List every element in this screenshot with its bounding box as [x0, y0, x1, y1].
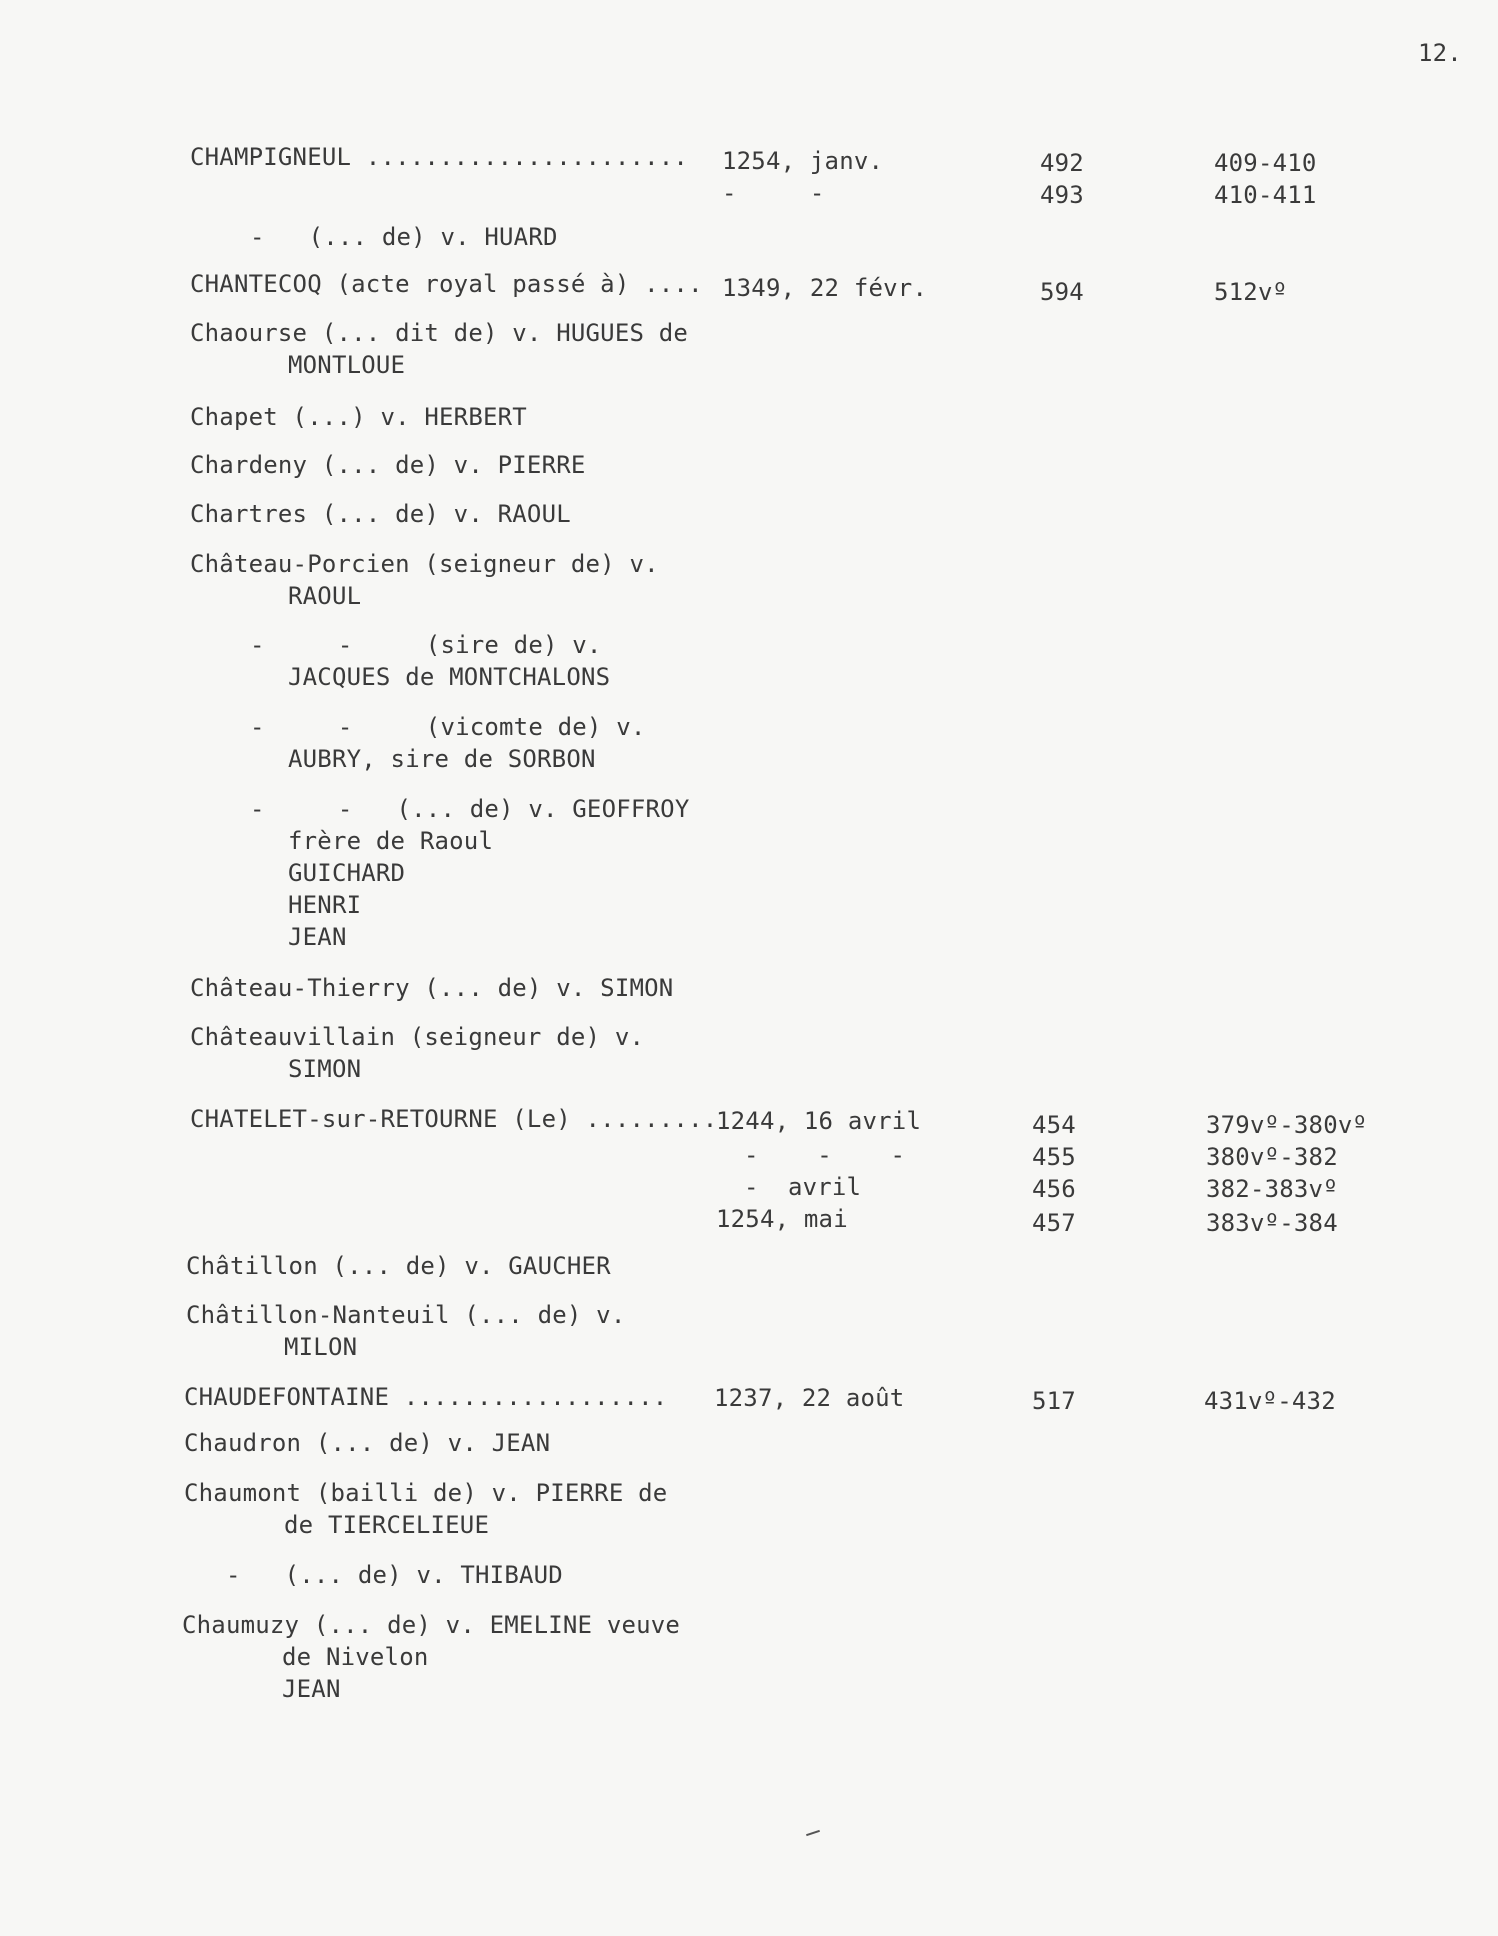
entry-chapet: Chapet (...) v. HERBERT	[190, 403, 527, 431]
entry-champigneul-heading: CHAMPIGNEUL ......................	[190, 143, 689, 171]
entry-champigneul-folio-2: 410-411	[1214, 181, 1317, 209]
entry-champigneul-folio-1: 409-410	[1214, 149, 1317, 177]
entry-chaudefontaine-folio: 431vº-432	[1204, 1387, 1336, 1415]
entry-champigneul-date-2: - -	[722, 179, 825, 207]
entry-chateau-porcien-sub-1a: - - (sire de) v.	[250, 631, 602, 659]
entry-chantecoq-folio: 512vº	[1214, 278, 1288, 306]
entry-chateau-porcien-sub-3c: GUICHARD	[288, 859, 406, 887]
entry-chatillon: Châtillon (... de) v. GAUCHER	[186, 1252, 611, 1280]
entry-chaumont-line-1: Chaumont (bailli de) v. PIERRE de	[184, 1479, 668, 1507]
entry-chaudron: Chaudron (... de) v. JEAN	[184, 1429, 551, 1457]
entry-chaumuzy-line-3: JEAN	[282, 1675, 341, 1703]
entry-chatelet-date-3: - avril	[744, 1173, 862, 1201]
entry-chaudefontaine-number: 517	[1032, 1387, 1076, 1415]
entry-champigneul-number-1: 492	[1040, 149, 1084, 177]
entry-chaumont-line-2: de TIERCELIEUE	[284, 1511, 490, 1539]
entry-chaourse-line-2: MONTLOUE	[288, 351, 406, 379]
entry-chateau-porcien-sub-2b: AUBRY, sire de SORBON	[288, 745, 596, 773]
entry-chatelet-folio-4: 383vº-384	[1206, 1209, 1338, 1237]
entry-chatelet-date-4: 1254, mai	[716, 1205, 848, 1233]
entry-chaudefontaine-date: 1237, 22 août	[714, 1384, 905, 1412]
entry-chaumuzy-line-1: Chaumuzy (... de) v. EMELINE veuve	[182, 1611, 681, 1639]
entry-champigneul-sub: - (... de) v. HUARD	[250, 223, 558, 251]
entry-champigneul-date-1: 1254, janv.	[722, 147, 884, 175]
entry-chatelet-date-2: - - -	[744, 1141, 906, 1169]
entry-chardeny: Chardeny (... de) v. PIERRE	[190, 451, 586, 479]
entry-chateauvillain-line-2: SIMON	[288, 1055, 362, 1083]
entry-chaumuzy-line-2: de Nivelon	[282, 1643, 429, 1671]
entry-chateau-porcien-sub-1b: JACQUES de MONTCHALONS	[288, 663, 611, 691]
entry-chantecoq-heading: CHANTECOQ (acte royal passé à) ....	[190, 270, 703, 298]
entry-chaudefontaine-heading: CHAUDEFONTAINE ..................	[184, 1383, 668, 1411]
entry-chatelet-date-1: 1244, 16 avril	[716, 1107, 922, 1135]
entry-chatelet-number-2: 455	[1032, 1143, 1076, 1171]
entry-chatelet-folio-1: 379vº-380vº	[1206, 1111, 1368, 1139]
entry-chatelet-folio-2: 380vº-382	[1206, 1143, 1338, 1171]
entry-chaumont-sub: - (... de) v. THIBAUD	[226, 1561, 563, 1589]
entry-champigneul-number-2: 493	[1040, 181, 1084, 209]
entry-chatelet-number-3: 456	[1032, 1175, 1076, 1203]
stray-pen-mark	[806, 1830, 820, 1836]
entry-chatillon-nanteuil-line-1: Châtillon-Nanteuil (... de) v.	[186, 1301, 626, 1329]
entry-chantecoq-number: 594	[1040, 278, 1084, 306]
entry-chateauvillain-line-1: Châteauvillain (seigneur de) v.	[190, 1023, 645, 1051]
entry-chateau-thierry: Château-Thierry (... de) v. SIMON	[190, 974, 674, 1002]
entry-chateau-porcien-sub-3d: HENRI	[288, 891, 362, 919]
entry-chateau-porcien-line-1: Château-Porcien (seigneur de) v.	[190, 550, 659, 578]
entry-chantecoq-date: 1349, 22 févr.	[722, 274, 928, 302]
entry-chatelet-number-1: 454	[1032, 1111, 1076, 1139]
entry-chateau-porcien-sub-3e: JEAN	[288, 923, 347, 951]
entry-chartres: Chartres (... de) v. RAOUL	[190, 500, 571, 528]
entry-chatelet-number-4: 457	[1032, 1209, 1076, 1237]
entry-chateau-porcien-sub-3b: frère de Raoul	[288, 827, 494, 855]
entry-chatelet-heading: CHATELET-sur-RETOURNE (Le) .........	[190, 1105, 718, 1133]
entry-chatelet-folio-3: 382-383vº	[1206, 1175, 1338, 1203]
entry-chateau-porcien-sub-2a: - - (vicomte de) v.	[250, 713, 646, 741]
entry-chateau-porcien-line-2: RAOUL	[288, 582, 362, 610]
page-number: 12.	[1418, 39, 1462, 67]
entry-chateau-porcien-sub-3a: - - (... de) v. GEOFFROY	[250, 795, 690, 823]
entry-chaourse-line-1: Chaourse (... dit de) v. HUGUES de	[190, 319, 689, 347]
entry-chatillon-nanteuil-line-2: MILON	[284, 1333, 358, 1361]
